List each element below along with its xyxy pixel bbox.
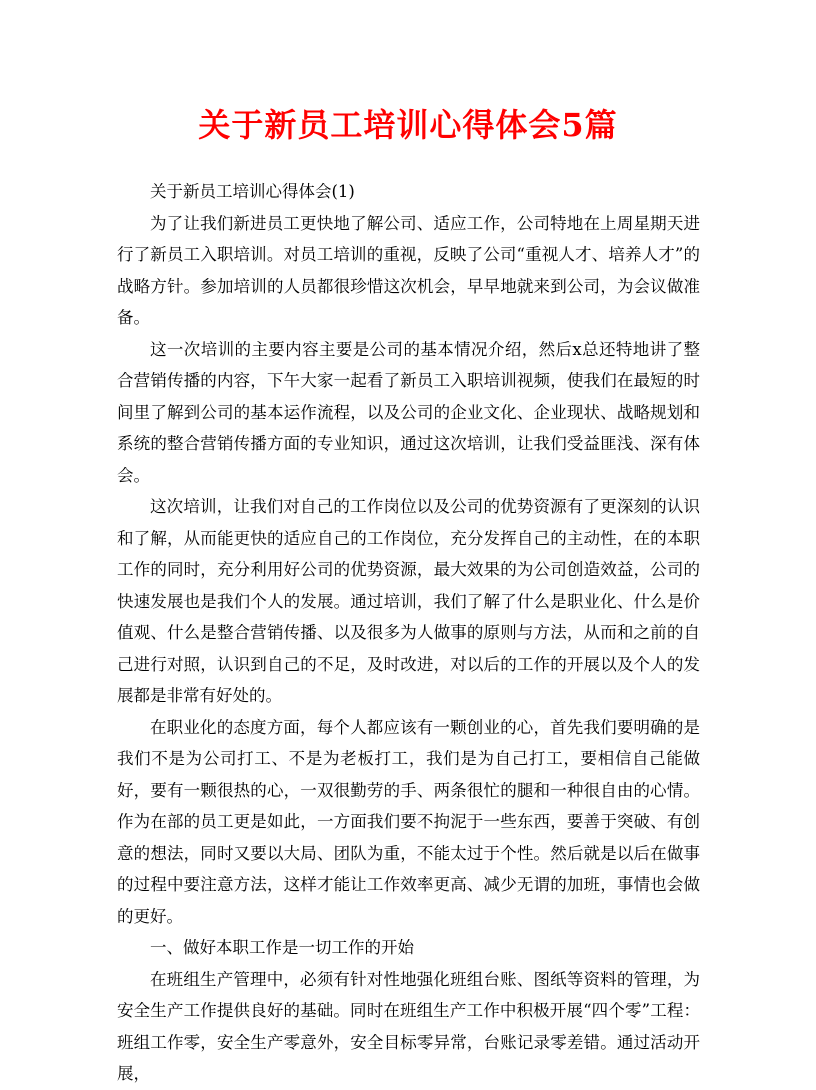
document-title: 关于新员工培训心得体会5篇	[198, 106, 618, 144]
document-body	[117, 176, 700, 1090]
subsection-heading: 一、做好本职工作是一切工作的开始	[150, 938, 414, 957]
paragraph: 这次培训，让我们对自己的工作岗位以及公司的优势资源有了更深刻的认识和了解，从而能更快的适应自己的工作岗位，充分发挥自己的主动性，在的本职工作的同时，充分利用好公司的优势资源，最大效果的为公司创造效益，公司的快速发展也是我们个人的发展。通过培训，我们了解了什么是职业化、什么是价值观、什么是整合营销传播、以及很多为人做事的原则与方法，从而和之前的自己进行对照，认识到自己的不足，及时改进，对以后的工作的开展以及个人的发展都是非常有好处的。	[117, 497, 700, 705]
paragraph: 在职业化的态度方面，每个人都应该有一颗创业的心，首先我们要明确的是我们不是为公司打工、不是为老板打工，我们是为自己打工，要相信自己能做好，要有一颗很热的心，一双很勤劳的手、两条很忙的腿和一种很自由的心情。作为在部的员工更是如此，一方面我们要不拘泥于一些东西，要善于突破、有创意的想法，同时又要以大局、团队为重，不能太过于个性。然后就是以后在做事的过程中要注意方法，这样才能让工作效率更高、减少无谓的加班，事情也会做的更好。	[117, 717, 700, 926]
paragraph: 为了让我们新进员工更快地了解公司、适应工作，公司特地在上周星期天进行了新员工入职培训。对员工培训的重视，反映了公司“重视人才、培养人才”的战略方针。参加培训的人员都很珍惜这次机会，早早地就来到公司，为会议做准备。	[117, 213, 700, 327]
section-heading: 关于新员工培训心得体会(1)	[150, 182, 355, 201]
paragraph: 在班组生产管理中，必须有针对性地强化班组台账、图纸等资料的管理，为安全生产工作提供良好的基础。同时在班组生产工作中积极开展“四个零”工程：班组工作零，安全生产零意外，安全目标零异常，台账记录零差错。通过活动开展，	[117, 969, 700, 1083]
paragraph: 这一次培训的主要内容主要是公司的基本情况介绍，然后x总还特地讲了整合营销传播的内容，下午大家一起看了新员工入职培训视频，使我们在最短的时间里了解到公司的基本运作流程，以及公司的企业文化、企业现状、战略规划和系统的整合营销传播方面的专业知识，通过这次培训，让我们受益匪浅、深有体会。	[117, 339, 700, 485]
